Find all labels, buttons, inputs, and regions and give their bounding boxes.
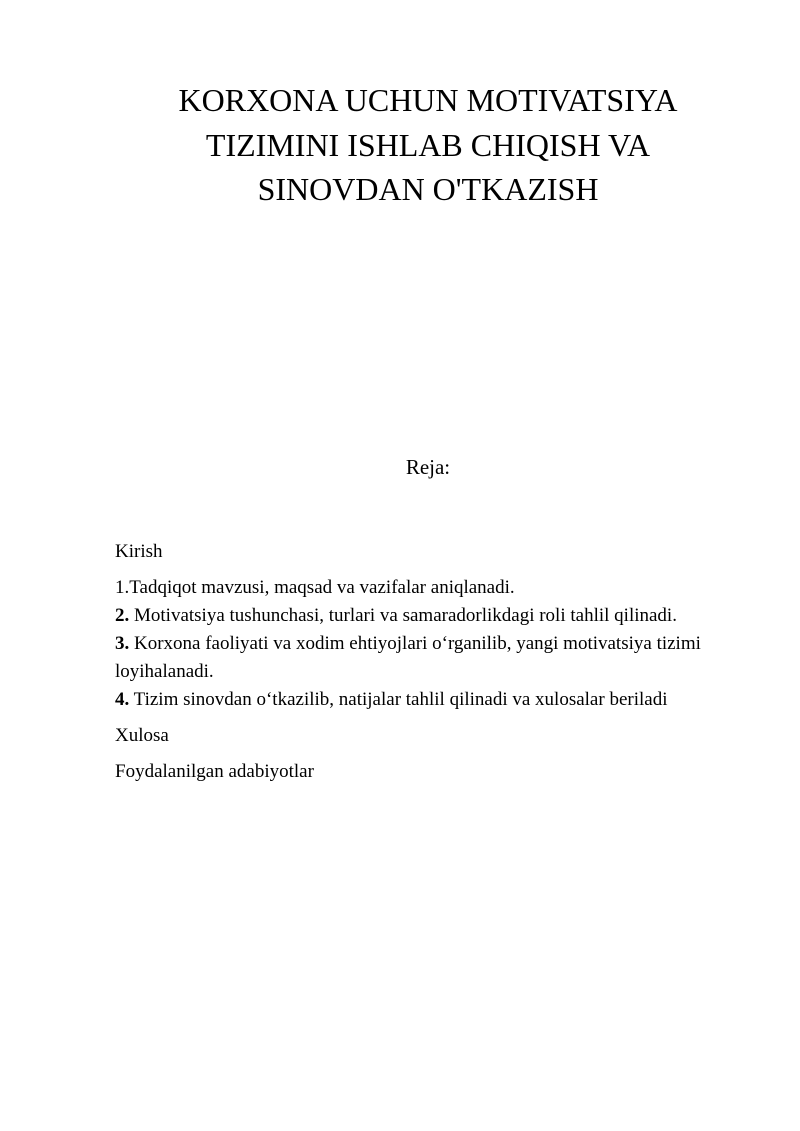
plan-content xyxy=(115,538,755,786)
intro-item: Kirish xyxy=(115,541,163,562)
plan-item-2-text: Motivatsiya tushunchasi, turlari va samaradorlikdagi roli tahlil qilinadi. xyxy=(129,605,677,626)
plan-item-4 xyxy=(115,686,755,714)
plan-item-1-text: Tadqiqot mavzusi, maqsad va vazifalar aniqlanadi. xyxy=(129,577,515,598)
title-line-1: KORXONA UCHUN MOTIVATSIYA xyxy=(178,82,678,118)
title-line-3: SINOVDAN O'TKAZISH xyxy=(257,171,599,207)
plan-item-4-text: Tizim sinovdan o‘tkazilib, natijalar tahlil qilinadi va xulosalar beriladi xyxy=(129,689,668,710)
plan-item-1-number: 1. xyxy=(115,577,130,598)
plan-item-2 xyxy=(115,602,755,630)
plan-item-2-number: 2. xyxy=(115,605,130,626)
document-title xyxy=(130,78,726,212)
plan-item-4-number: 4. xyxy=(115,689,130,710)
plan-item-3 xyxy=(115,630,755,686)
conclusion-item: Xulosa xyxy=(115,725,169,746)
plan-item-1 xyxy=(115,574,755,602)
plan-item-3-text: Korxona faoliyati va xodim ehtiyojlari o‘rganilib, yangi motivatsiya tizimi loyihalanadi. xyxy=(115,633,701,682)
references-item: Foydalanilgan adabiyotlar xyxy=(115,761,314,782)
plan-heading: Reja: xyxy=(405,455,451,479)
title-line-2: TIZIMINI ISHLAB CHIQISH VA xyxy=(205,126,651,163)
plan-item-3-number: 3. xyxy=(115,633,130,654)
plan-list xyxy=(115,574,755,714)
